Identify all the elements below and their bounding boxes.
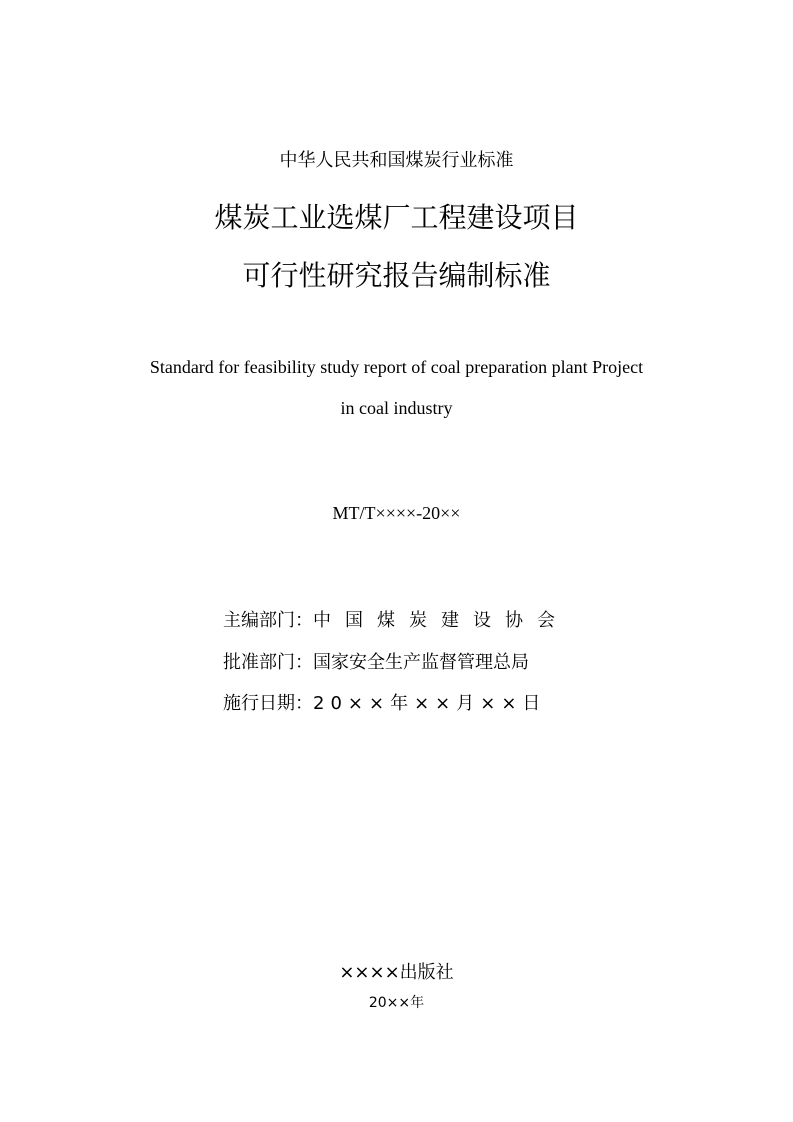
publication-year: 20××年 [368, 995, 425, 1011]
effective-date-label: 施行日期： [223, 693, 313, 714]
approver-department-label: 批准部门： [223, 652, 313, 673]
english-title-line2: in coal industry [340, 398, 453, 418]
effective-date-value: 20××年××月××日 [313, 693, 547, 714]
document-title-line2: 可行性研究报告编制标准 [242, 259, 551, 292]
approver-department-row [223, 648, 529, 674]
publisher-name: ××××出版社 [339, 962, 454, 983]
effective-date-row [223, 689, 546, 715]
editor-department-label: 主编部门： [223, 610, 313, 631]
approver-department-value: 国家安全生产监督管理总局 [313, 652, 529, 673]
document-title-line1: 煤炭工业选煤厂工程建设项目 [214, 201, 579, 234]
editor-department-row [223, 606, 569, 632]
standard-code: MT/T××××-20×× [332, 503, 461, 523]
editor-department-value: 中国煤炭建设协会 [313, 610, 569, 631]
english-title-line1: Standard for feasibility study report of coal preparation plant Project [149, 357, 644, 377]
industry-standard-header: 中华人民共和国煤炭行业标准 [279, 150, 514, 171]
